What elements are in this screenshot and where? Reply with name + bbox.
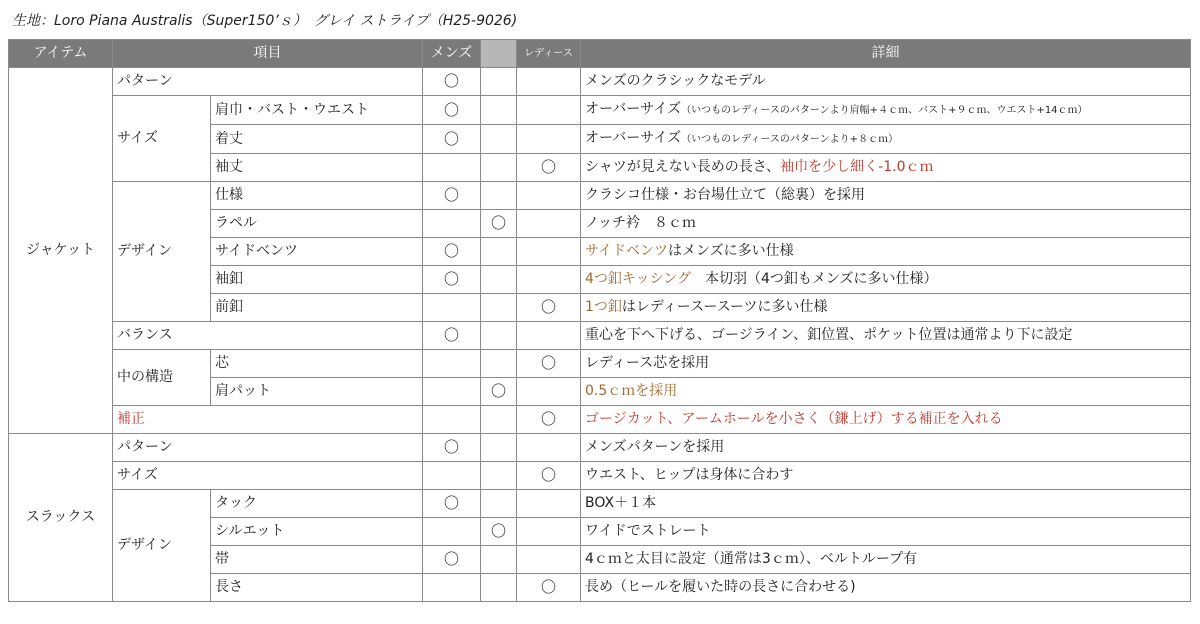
blank-cell: [481, 125, 517, 154]
ladies-mark: 〇: [517, 462, 581, 490]
detail-text: はレディースースーツに多い仕様: [621, 299, 828, 315]
item-slacks: スラックス: [9, 434, 113, 602]
detail-cell: ノッチ衿 ８ｃｍ: [581, 210, 1191, 238]
table-row: [9, 68, 1191, 96]
detail-cell: [581, 125, 1191, 154]
mens-cell: [423, 378, 481, 406]
detail-text: シャツが見えない長めの長さ、: [585, 159, 781, 175]
detail-highlight: 1つ釦: [585, 299, 622, 315]
table-row: [9, 434, 1191, 462]
row-label: 肩パット: [211, 378, 423, 406]
item-jacket: ジャケット: [9, 68, 113, 434]
mens-mark: 〇: [423, 182, 481, 210]
blank-cell: [481, 182, 517, 210]
detail-note: （いつものレディースのパターンより+８ｃｍ）: [681, 134, 899, 145]
table-row: [9, 490, 1191, 518]
mens-cell: [423, 294, 481, 322]
mens-mark: 〇: [423, 546, 481, 574]
mens-mark: 〇: [423, 68, 481, 96]
blank-cell: [481, 434, 517, 462]
blank-mark: 〇: [481, 210, 517, 238]
detail-cell: [581, 266, 1191, 294]
mens-mark: 〇: [423, 238, 481, 266]
ladies-cell: [517, 266, 581, 294]
detail-highlight: 袖巾を少し細く-1.0ｃｍ: [780, 159, 934, 175]
header-mens: メンズ: [423, 40, 481, 68]
header-item: アイテム: [9, 40, 113, 68]
row-label: 袖丈: [211, 154, 423, 182]
blank-cell: [481, 96, 517, 125]
group-label-size: サイズ: [113, 96, 211, 182]
row-label: パターン: [113, 68, 423, 96]
row-label: 袖釦: [211, 266, 423, 294]
table-row: [9, 350, 1191, 378]
row-label: 芯: [211, 350, 423, 378]
header-blank: [481, 40, 517, 68]
blank-cell: [481, 266, 517, 294]
detail-text: オーバーサイズ: [585, 130, 682, 146]
detail-cell: [581, 238, 1191, 266]
row-label: 肩巾・バスト・ウエスト: [211, 96, 423, 125]
blank-cell: [481, 406, 517, 434]
ladies-cell: [517, 96, 581, 125]
ladies-cell: [517, 210, 581, 238]
blank-cell: [481, 68, 517, 96]
mens-mark: 〇: [423, 490, 481, 518]
ladies-mark: 〇: [517, 406, 581, 434]
blank-cell: [481, 154, 517, 182]
row-label: 仕様: [211, 182, 423, 210]
table-row: [9, 406, 1191, 434]
ladies-cell: [517, 490, 581, 518]
row-label: 着丈: [211, 125, 423, 154]
mens-mark: 〇: [423, 266, 481, 294]
detail-cell: [581, 96, 1191, 125]
group-label-design: デザイン: [113, 182, 211, 322]
detail-cell: 0.5ｃｍを採用: [581, 378, 1191, 406]
mens-mark: 〇: [423, 434, 481, 462]
ladies-cell: [517, 322, 581, 350]
row-label: 補正: [113, 406, 423, 434]
detail-cell: メンズのクラシックなモデル: [581, 68, 1191, 96]
mens-cell: [423, 406, 481, 434]
ladies-cell: [517, 546, 581, 574]
detail-text: 本切羽（4つ釦もメンズに多い仕様）: [691, 271, 938, 287]
header-koumoku: 項目: [113, 40, 423, 68]
ladies-mark: 〇: [517, 350, 581, 378]
mens-cell: [423, 210, 481, 238]
ladies-cell: [517, 68, 581, 96]
row-label: シルエット: [211, 518, 423, 546]
blank-cell: [481, 238, 517, 266]
row-label: タック: [211, 490, 423, 518]
header-detail: 詳細: [581, 40, 1191, 68]
row-label: ラペル: [211, 210, 423, 238]
row-label: サイドベンツ: [211, 238, 423, 266]
table-row: [9, 182, 1191, 210]
group-label-design: デザイン: [113, 490, 211, 602]
ladies-mark: 〇: [517, 154, 581, 182]
mens-cell: [423, 462, 481, 490]
detail-cell: ワイドでストレート: [581, 518, 1191, 546]
detail-cell: メンズパターンを採用: [581, 434, 1191, 462]
detail-cell: [581, 294, 1191, 322]
mens-cell: [423, 154, 481, 182]
ladies-cell: [517, 434, 581, 462]
blank-cell: [481, 574, 517, 602]
blank-cell: [481, 350, 517, 378]
table-row: [9, 322, 1191, 350]
detail-cell: レディース芯を採用: [581, 350, 1191, 378]
detail-note: （いつものレディースのパターンより肩幅+４ｃｍ、バスト+９ｃｍ、ウエスト+14ｃｍ）: [681, 105, 1088, 116]
mens-mark: 〇: [423, 322, 481, 350]
row-label: 帯: [211, 546, 423, 574]
detail-cell: 4ｃｍと太目に設定（通常は3ｃｍ）、ベルトループ有: [581, 546, 1191, 574]
row-label: 前釦: [211, 294, 423, 322]
mens-mark: 〇: [423, 125, 481, 154]
ladies-cell: [517, 182, 581, 210]
spec-table: [8, 39, 1191, 602]
detail-cell: クラシコ仕様・お台場仕立て（総裏）を採用: [581, 182, 1191, 210]
group-label-structure: 中の構造: [113, 350, 211, 406]
mens-cell: [423, 574, 481, 602]
blank-cell: [481, 490, 517, 518]
detail-cell: 長め（ヒールを履いた時の長さに合わせる): [581, 574, 1191, 602]
detail-text: オーバーサイズ: [585, 101, 682, 117]
blank-cell: [481, 462, 517, 490]
ladies-cell: [517, 518, 581, 546]
ladies-cell: [517, 125, 581, 154]
ladies-mark: 〇: [517, 294, 581, 322]
detail-cell: BOX＋１本: [581, 490, 1191, 518]
detail-cell: [581, 154, 1191, 182]
mens-cell: [423, 350, 481, 378]
row-label: サイズ: [113, 462, 423, 490]
row-label: パターン: [113, 434, 423, 462]
row-label: バランス: [113, 322, 423, 350]
blank-mark: 〇: [481, 518, 517, 546]
table-row: [9, 96, 1191, 125]
ladies-cell: [517, 238, 581, 266]
detail-text: はメンズに多い仕様: [668, 243, 794, 259]
detail-cell: ゴージカット、アームホールを小さく（鎌上げ）する補正を入れる: [581, 406, 1191, 434]
blank-cell: [481, 546, 517, 574]
detail-cell: 重心を下へ下げる、ゴージライン、釦位置、ポケット位置は通常より下に設定: [581, 322, 1191, 350]
mens-cell: [423, 518, 481, 546]
mens-mark: 〇: [423, 96, 481, 125]
header-ladies: レディース: [517, 40, 581, 68]
blank-mark: 〇: [481, 378, 517, 406]
ladies-mark: 〇: [517, 574, 581, 602]
row-label: 長さ: [211, 574, 423, 602]
header-row: [9, 40, 1191, 68]
ladies-cell: [517, 378, 581, 406]
blank-cell: [481, 294, 517, 322]
detail-cell: ウエスト、ヒップは身体に合わす: [581, 462, 1191, 490]
detail-highlight: サイドベンツ: [585, 243, 669, 259]
table-row: [9, 462, 1191, 490]
blank-cell: [481, 322, 517, 350]
fabric-title: 生地：Loro Piana Australis（Super150’ｓ） グレイ ストライプ（H25-9026): [12, 13, 518, 29]
detail-highlight: 4つ釦キッシング: [585, 271, 691, 287]
